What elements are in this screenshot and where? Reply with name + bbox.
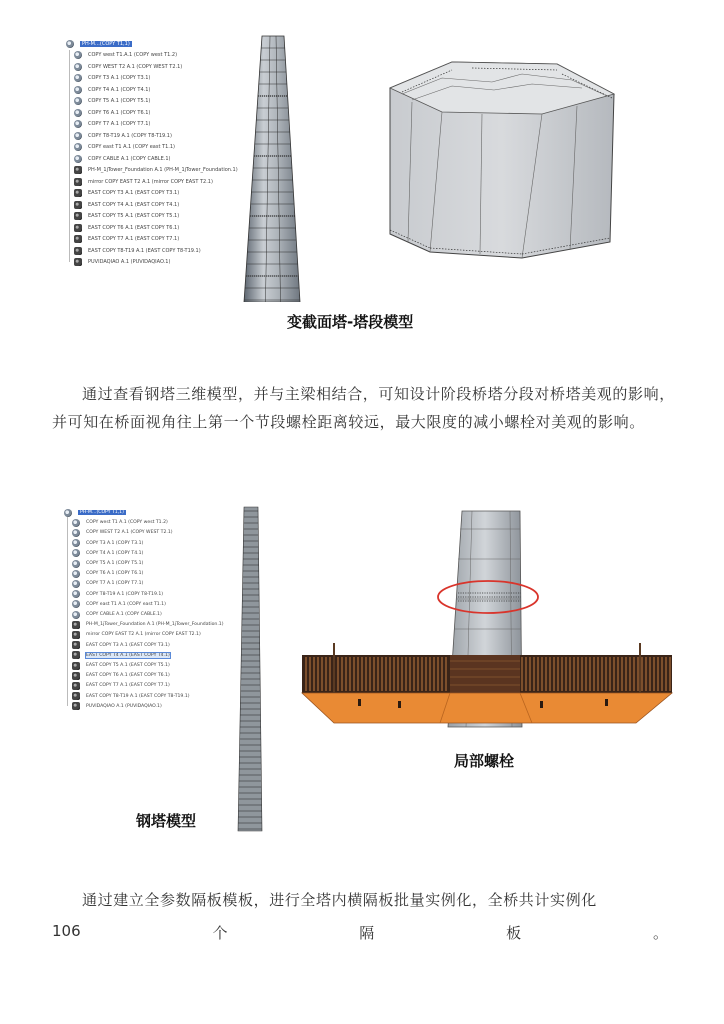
tree-item-label: COPY CABLE A.1 (COPY CABLE.1) <box>86 612 162 617</box>
gear-icon <box>72 519 80 527</box>
tree-item-label: COPY T8-T19 A.1 (COPY T8-T19.1) <box>88 132 172 139</box>
figure-1 <box>62 34 676 302</box>
part-icon <box>72 672 80 680</box>
gear-icon <box>72 539 80 547</box>
tree-connector <box>67 517 68 706</box>
paragraph-1-text: 通过查看钢塔三维模型，并与主梁相结合，可知设计阶段桥塔分段对桥塔美观的影响，并可知在桥面视角往上第一个节段螺栓距离较远，最大限度的减小螺栓对美观的影响。 <box>52 385 675 431</box>
tree-root-label: PH-M…(COPY T1,1) <box>82 40 130 47</box>
paragraph-2-word: 。 <box>652 924 668 942</box>
tree-item-label: mirror COPY EAST T2 A.1 (mirror COPY EAST T2.1) <box>86 632 201 638</box>
model-tree-1 <box>66 38 246 298</box>
label-local-bolts: 局部螺栓 <box>454 752 515 770</box>
tree-item[interactable] <box>74 199 179 210</box>
tree-item[interactable] <box>74 142 175 153</box>
part-icon <box>74 201 82 209</box>
part-icon <box>74 235 82 243</box>
part-icon <box>72 651 80 659</box>
tree-item[interactable] <box>74 165 238 176</box>
label-steel-tower: 钢塔模型 <box>136 812 197 830</box>
tree-item[interactable] <box>72 701 162 712</box>
model-tree-2 <box>64 507 242 717</box>
gear-icon <box>72 611 80 619</box>
steel-tower-render <box>232 505 272 833</box>
figure-1-caption: 变截面塔-塔段模型 <box>287 313 414 331</box>
paragraph-2-word: 106 <box>52 922 81 940</box>
tree-item-label: EAST COPY T8-T19 A.1 (EAST COPY T8-T19.1) <box>86 693 190 699</box>
tree-item[interactable] <box>74 257 170 268</box>
tree-root-label: PH-M…(COPY T1,1) <box>80 510 124 515</box>
tree-item[interactable] <box>74 96 150 107</box>
paragraph-2-word: 板 <box>506 924 522 942</box>
tree-item[interactable] <box>74 50 177 61</box>
paragraph-2-word: 个 <box>212 924 228 942</box>
tree-item[interactable] <box>74 176 213 187</box>
tree-item[interactable] <box>74 188 179 199</box>
gear-icon <box>72 549 80 557</box>
tree-item[interactable] <box>74 130 172 141</box>
tree-item-label: COPY T4 A.1 (COPY T4.1) <box>88 86 151 93</box>
tree-item[interactable] <box>74 222 179 233</box>
tree-item-label: PUVIDAQIAO A.1 (PUVIDAQIAO.1) <box>88 259 171 265</box>
tree-item-label: COPY WEST T2 A.1 (COPY WEST T2.1) <box>86 530 173 536</box>
gear-icon <box>74 109 82 117</box>
part-icon <box>72 662 80 670</box>
gear-icon <box>74 143 82 151</box>
tree-item-label: EAST COPY T3 A.1 (EAST COPY T3.1) <box>88 190 180 196</box>
gear-icon <box>72 600 80 608</box>
tree-item-label: COPY CABLE A.1 (COPY CABLE.1) <box>88 155 171 162</box>
paragraph-1 <box>52 380 676 436</box>
part-icon <box>72 692 80 700</box>
tree-item[interactable] <box>74 245 201 256</box>
tree-connector <box>69 50 70 263</box>
part-icon <box>72 702 80 710</box>
tree-item-label: COPY east T1 A.1 (COPY east T1.1) <box>86 601 166 607</box>
tree-item-label: COPY T6 A.1 (COPY T6.1) <box>86 571 144 577</box>
product-icon <box>64 509 72 517</box>
gear-icon <box>74 74 82 82</box>
tree-item-label: COPY T4 A.1 (COPY T4.1) <box>86 550 144 556</box>
paragraph-2-line-1 <box>52 886 676 914</box>
gear-icon <box>72 570 80 578</box>
tree-item-label: COPY west T1.A.1 (COPY west T1.2) <box>88 52 178 58</box>
tree-item-label: PH-M_1jTower_Foundation A.1 (PH-M_1jTower_Foundation.1) <box>88 167 238 173</box>
product-icon <box>66 40 74 48</box>
tree-item-label: COPY T5 A.1 (COPY T5.1) <box>88 98 151 104</box>
tree-item-label: COPY west T1 A.1 (COPY west T1.2) <box>86 520 168 526</box>
tree-item-label: COPY east T1 A.1 (COPY east T1.1) <box>88 144 175 150</box>
part-icon <box>72 621 80 629</box>
gear-icon <box>74 51 82 59</box>
tree-item[interactable] <box>74 73 150 84</box>
tree-item-label: COPY T3 A.1 (COPY T3.1) <box>86 540 144 546</box>
tree-item-label: PH-M_1jTower_Foundation A.1 (PH-M_1jTower_Foundation.1) <box>86 622 224 628</box>
tower-base-render <box>382 54 622 264</box>
gear-icon <box>72 560 80 568</box>
part-icon <box>72 682 80 690</box>
part-icon <box>72 631 80 639</box>
tree-item-label: EAST COPY T5 A.1 (EAST COPY T5.1) <box>86 663 170 668</box>
tree-item-label: EAST COPY T8-T19 A.1 (EAST COPY T8-T19.1) <box>88 247 201 254</box>
gear-icon <box>72 590 80 598</box>
part-icon <box>72 641 80 649</box>
paragraph-2-line-2 <box>52 922 676 943</box>
tree-item-label: COPY WEST T2 A.1 (COPY WEST T2.1) <box>88 63 183 70</box>
tree-item[interactable] <box>74 107 150 118</box>
tree-item-label: COPY T3 A.1 (COPY T3.1) <box>88 75 151 81</box>
gear-icon <box>74 132 82 140</box>
tree-item-label: PUVIDAQIAO A.1 (PUVIDAQIAO.1) <box>86 703 162 709</box>
tree-root[interactable] <box>66 38 132 49</box>
gear-icon <box>72 580 80 588</box>
gear-icon <box>72 529 80 537</box>
gear-icon <box>74 155 82 163</box>
part-icon <box>74 212 82 220</box>
part-icon <box>74 224 82 232</box>
tree-item[interactable] <box>74 119 150 130</box>
tree-item-label: EAST COPY T4 A.1 (EAST COPY T4.1) <box>86 652 170 658</box>
tree-item-label: COPY T7 A.1 (COPY T7.1) <box>88 121 151 127</box>
tree-item[interactable] <box>74 153 170 164</box>
figure-2 <box>62 505 676 833</box>
tree-item-label: EAST COPY T7 A.1 (EAST COPY T7.1) <box>86 683 170 689</box>
tree-item-label: EAST COPY T5 A.1 (EAST COPY T5.1) <box>88 213 180 219</box>
tree-item-label: EAST COPY T6 A.1 (EAST COPY T6.1) <box>88 224 180 231</box>
local-bolt-render <box>300 509 676 739</box>
part-icon <box>74 247 82 255</box>
tree-item-label: EAST COPY T3 A.1 (EAST COPY T3.1) <box>86 642 170 648</box>
tree-item-label: mirror COPY EAST T2 A.1 (mirror COPY EAST T2.1) <box>88 178 213 185</box>
tree-item-label: COPY T8-T19 A.1 (COPY T8-T19.1) <box>86 591 164 597</box>
paragraph-2-word: 隔 <box>359 924 375 942</box>
gear-icon <box>74 120 82 128</box>
tree-item-label: EAST COPY T7 A.1 (EAST COPY T7.1) <box>88 236 180 242</box>
tree-item-label: EAST COPY T6 A.1 (EAST COPY T6.1) <box>86 673 170 679</box>
tree-item-label: COPY T7 A.1 (COPY T7.1) <box>86 581 144 587</box>
gear-icon <box>74 63 82 71</box>
tower-segment-render <box>232 34 312 302</box>
tree-item-label: COPY T6 A.1 (COPY T6.1) <box>88 109 151 116</box>
gear-icon <box>74 86 82 94</box>
part-icon <box>74 178 82 186</box>
tree-item[interactable] <box>74 84 150 95</box>
part-icon <box>74 258 82 266</box>
tree-item[interactable] <box>74 61 182 72</box>
tree-item-label: COPY T5 A.1 (COPY T5.1) <box>86 561 144 566</box>
tree-item-label: EAST COPY T4 A.1 (EAST COPY T4.1) <box>88 201 180 208</box>
gear-icon <box>74 97 82 105</box>
tree-item[interactable] <box>74 211 179 222</box>
part-icon <box>74 166 82 174</box>
paragraph-2-line-1-text: 通过建立全参数隔板模板，进行全塔内横隔板批量实例化，全桥共计实例化 <box>82 891 597 909</box>
tree-item[interactable] <box>74 234 179 245</box>
part-icon <box>74 189 82 197</box>
